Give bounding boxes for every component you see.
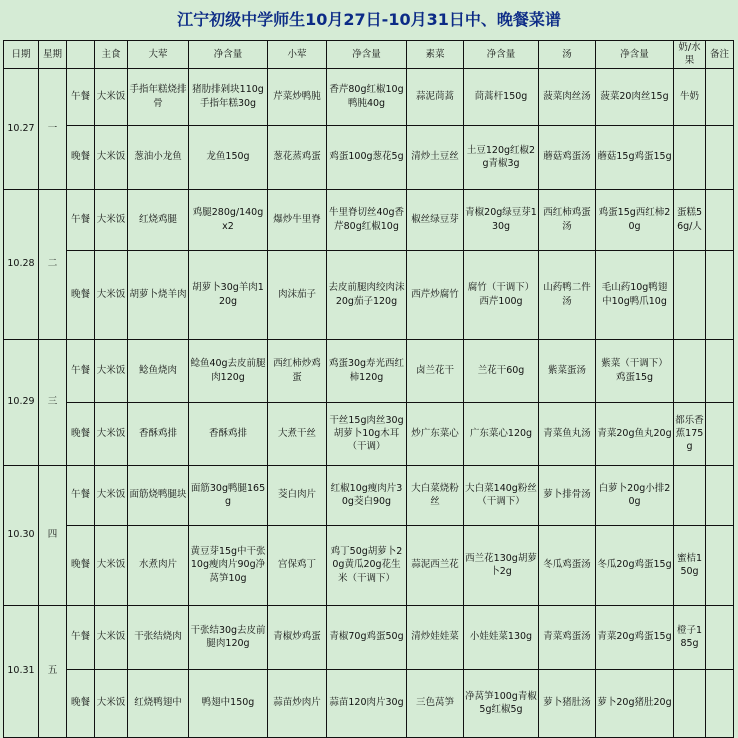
vegetable-net-cell: 小娃娃菜130g [464, 605, 539, 669]
main-meat-cell: 红烧鸡腿 [128, 189, 189, 250]
staple-cell: 大米饭 [95, 465, 128, 525]
vegetable-net-cell: 西兰花130g胡萝卜2g [464, 525, 539, 605]
vegetable-cell: 蒜泥西兰花 [407, 525, 464, 605]
soup-net-cell: 青菜20g鱼丸20g [596, 402, 674, 465]
staple-cell: 大米饭 [95, 402, 128, 465]
main-meat-cell: 水煮肉片 [128, 525, 189, 605]
menu-row [4, 339, 734, 402]
header-weekday: 星期 [39, 41, 67, 69]
main-meat-net-cell: 干张结30g去皮前腿肉120g [189, 605, 268, 669]
date-cell: 10.30 [4, 465, 39, 605]
meal-cell: 晚餐 [67, 525, 95, 605]
meal-cell: 晚餐 [67, 669, 95, 737]
main-meat-cell: 鲶鱼烧肉 [128, 339, 189, 402]
side-meat-net-cell: 干丝15g肉丝30g胡萝卜10g木耳（干调） [327, 402, 407, 465]
side-meat-cell: 西红柿炒鸡蛋 [268, 339, 327, 402]
remarks-cell [706, 605, 734, 669]
main-meat-cell: 香酥鸡排 [128, 402, 189, 465]
menu-table [3, 40, 734, 738]
vegetable-net-cell: 大白菜140g粉丝（干调下） [464, 465, 539, 525]
side-meat-net-cell: 蒜苗120肉片30g [327, 669, 407, 737]
main-meat-net-cell: 鸡腿280g/140gx2 [189, 189, 268, 250]
soup-cell: 菠菜肉丝汤 [539, 68, 596, 125]
milk-fruit-cell [674, 125, 706, 189]
side-meat-cell: 茭白肉片 [268, 465, 327, 525]
weekday-cell: 二 [39, 189, 67, 339]
soup-cell: 蘑菇鸡蛋汤 [539, 125, 596, 189]
meal-cell: 晚餐 [67, 402, 95, 465]
menu-row [4, 525, 734, 605]
soup-cell: 紫菜蛋汤 [539, 339, 596, 402]
menu-row [4, 605, 734, 669]
header-side-meat: 小荤 [268, 41, 327, 69]
main-meat-net-cell: 猪肋排剁块110g手指年糕30g [189, 68, 268, 125]
vegetable-net-cell: 青椒20g绿豆芽130g [464, 189, 539, 250]
meal-cell: 午餐 [67, 339, 95, 402]
milk-fruit-cell: 都乐香蕉175g [674, 402, 706, 465]
soup-net-cell: 毛山药10g鸭翅中10g鸭爪10g [596, 250, 674, 339]
remarks-cell [706, 465, 734, 525]
staple-cell: 大米饭 [95, 125, 128, 189]
meal-cell: 晚餐 [67, 125, 95, 189]
milk-fruit-cell [674, 669, 706, 737]
soup-net-cell: 紫菜（干调下）鸡蛋15g [596, 339, 674, 402]
weekday-cell: 四 [39, 465, 67, 605]
meal-cell: 午餐 [67, 189, 95, 250]
remarks-cell [706, 125, 734, 189]
soup-net-cell: 萝卜20g猪肚20g [596, 669, 674, 737]
meal-cell: 午餐 [67, 465, 95, 525]
header-net-content: 净含量 [464, 41, 539, 69]
vegetable-net-cell: 净莴笋100g青椒5g红椒5g [464, 669, 539, 737]
date-cell: 10.28 [4, 189, 39, 339]
vegetable-net-cell: 腐竹（干调下）西芹100g [464, 250, 539, 339]
vegetable-net-cell: 茼蒿杆150g [464, 68, 539, 125]
main-meat-cell: 红烧鸭翅中 [128, 669, 189, 737]
staple-cell: 大米饭 [95, 669, 128, 737]
meal-cell: 晚餐 [67, 250, 95, 339]
remarks-cell [706, 68, 734, 125]
milk-fruit-cell [674, 465, 706, 525]
main-meat-net-cell: 鲶鱼40g去皮前腿肉120g [189, 339, 268, 402]
main-meat-net-cell: 龙鱼150g [189, 125, 268, 189]
staple-cell: 大米饭 [95, 605, 128, 669]
main-meat-cell: 干张结烧肉 [128, 605, 189, 669]
vegetable-cell: 清炒娃娃菜 [407, 605, 464, 669]
weekday-cell: 五 [39, 605, 67, 737]
weekday-cell: 一 [39, 68, 67, 189]
main-meat-cell: 手指年糕烧排骨 [128, 68, 189, 125]
staple-cell: 大米饭 [95, 525, 128, 605]
main-meat-net-cell: 黄豆芽15g中干张10g瘦肉片90g净莴笋10g [189, 525, 268, 605]
soup-net-cell: 白萝卜20g小排20g [596, 465, 674, 525]
side-meat-net-cell: 青椒70g鸡蛋50g [327, 605, 407, 669]
side-meat-cell: 蒜苗炒肉片 [268, 669, 327, 737]
main-meat-net-cell: 胡萝卜30g羊肉120g [189, 250, 268, 339]
menu-row [4, 189, 734, 250]
date-cell: 10.29 [4, 339, 39, 465]
soup-cell: 萝卜猪肚汤 [539, 669, 596, 737]
main-meat-cell: 胡萝卜烧羊肉 [128, 250, 189, 339]
header-net-content: 净含量 [327, 41, 407, 69]
side-meat-cell: 葱花蒸鸡蛋 [268, 125, 327, 189]
main-meat-cell: 面筋烧鸭腿块 [128, 465, 189, 525]
main-meat-cell: 葱油小龙鱼 [128, 125, 189, 189]
side-meat-cell: 芹菜炒鸭肫 [268, 68, 327, 125]
vegetable-cell: 炒广东菜心 [407, 402, 464, 465]
soup-cell: 萝卜排骨汤 [539, 465, 596, 525]
side-meat-net-cell: 红椒10g瘦肉片30g茭白90g [327, 465, 407, 525]
side-meat-cell: 爆炒牛里脊 [268, 189, 327, 250]
side-meat-net-cell: 去皮前腿肉绞肉沫20g茄子120g [327, 250, 407, 339]
main-meat-net-cell: 面筋30g鸭腿165g [189, 465, 268, 525]
soup-cell: 青菜鸡蛋汤 [539, 605, 596, 669]
meal-cell: 午餐 [67, 605, 95, 669]
vegetable-net-cell: 土豆120g红椒2g青椒3g [464, 125, 539, 189]
remarks-cell [706, 189, 734, 250]
side-meat-cell: 宫保鸡丁 [268, 525, 327, 605]
remarks-cell [706, 339, 734, 402]
soup-cell: 西红柿鸡蛋汤 [539, 189, 596, 250]
vegetable-cell: 大白菜烧粉丝 [407, 465, 464, 525]
soup-net-cell: 冬瓜20g鸡蛋15g [596, 525, 674, 605]
sheet-title: 江宁初级中学师生10月27日-10月31日中、晚餐菜谱 [177, 10, 561, 29]
vegetable-net-cell: 兰花干60g [464, 339, 539, 402]
soup-net-cell: 蘑菇15g鸡蛋15g [596, 125, 674, 189]
side-meat-cell: 肉沫茄子 [268, 250, 327, 339]
header-main-meat: 大荤 [128, 41, 189, 69]
header-date: 日期 [4, 41, 39, 69]
date-cell: 10.31 [4, 605, 39, 737]
vegetable-cell: 蒜泥茼蒿 [407, 68, 464, 125]
side-meat-net-cell: 鸡蛋100g葱花5g [327, 125, 407, 189]
menu-row [4, 250, 734, 339]
staple-cell: 大米饭 [95, 339, 128, 402]
header-soup: 汤 [539, 41, 596, 69]
soup-cell: 冬瓜鸡蛋汤 [539, 525, 596, 605]
staple-cell: 大米饭 [95, 68, 128, 125]
remarks-cell [706, 669, 734, 737]
remarks-cell [706, 402, 734, 465]
header-staple: 主食 [95, 41, 128, 69]
remarks-cell [706, 250, 734, 339]
vegetable-net-cell: 广东菜心120g [464, 402, 539, 465]
menu-row [4, 125, 734, 189]
staple-cell: 大米饭 [95, 250, 128, 339]
milk-fruit-cell: 蛋糕56g/人 [674, 189, 706, 250]
main-meat-net-cell: 鸭翅中150g [189, 669, 268, 737]
milk-fruit-cell: 橙子185g [674, 605, 706, 669]
main-meat-net-cell: 香酥鸡排 [189, 402, 268, 465]
date-cell: 10.27 [4, 68, 39, 189]
soup-cell: 山药鸭二件汤 [539, 250, 596, 339]
vegetable-cell: 卤兰花干 [407, 339, 464, 402]
side-meat-net-cell: 香芹80g红椒10g鸭肫40g [327, 68, 407, 125]
soup-net-cell: 青菜20g鸡蛋15g [596, 605, 674, 669]
header-meal [67, 41, 95, 69]
soup-net-cell: 鸡蛋15g西红柿20g [596, 189, 674, 250]
menu-row [4, 465, 734, 525]
menu-row [4, 402, 734, 465]
side-meat-net-cell: 牛里脊切丝40g香芹80g红椒10g [327, 189, 407, 250]
header-row [4, 41, 734, 69]
milk-fruit-cell: 蜜桔150g [674, 525, 706, 605]
milk-fruit-cell [674, 250, 706, 339]
header-milk-fruit: 奶/水果 [674, 41, 706, 69]
staple-cell: 大米饭 [95, 189, 128, 250]
side-meat-cell: 大煮干丝 [268, 402, 327, 465]
header-vegetable: 素菜 [407, 41, 464, 69]
meal-cell: 午餐 [67, 68, 95, 125]
vegetable-cell: 清炒土豆丝 [407, 125, 464, 189]
header-net-content: 净含量 [596, 41, 674, 69]
weekday-cell: 三 [39, 339, 67, 465]
header-net-content: 净含量 [189, 41, 268, 69]
vegetable-cell: 三色莴笋 [407, 669, 464, 737]
soup-cell: 青菜鱼丸汤 [539, 402, 596, 465]
milk-fruit-cell [674, 339, 706, 402]
side-meat-cell: 青椒炒鸡蛋 [268, 605, 327, 669]
menu-row [4, 68, 734, 125]
header-remarks: 备注 [706, 41, 734, 69]
side-meat-net-cell: 鸡蛋30g寿光西红柿120g [327, 339, 407, 402]
menu-row [4, 669, 734, 737]
milk-fruit-cell: 牛奶 [674, 68, 706, 125]
vegetable-cell: 椒丝绿豆芽 [407, 189, 464, 250]
vegetable-cell: 西芹炒腐竹 [407, 250, 464, 339]
side-meat-net-cell: 鸡丁50g胡萝卜20g黄瓜20g花生米（干调下） [327, 525, 407, 605]
soup-net-cell: 菠菜20肉丝15g [596, 68, 674, 125]
remarks-cell [706, 525, 734, 605]
